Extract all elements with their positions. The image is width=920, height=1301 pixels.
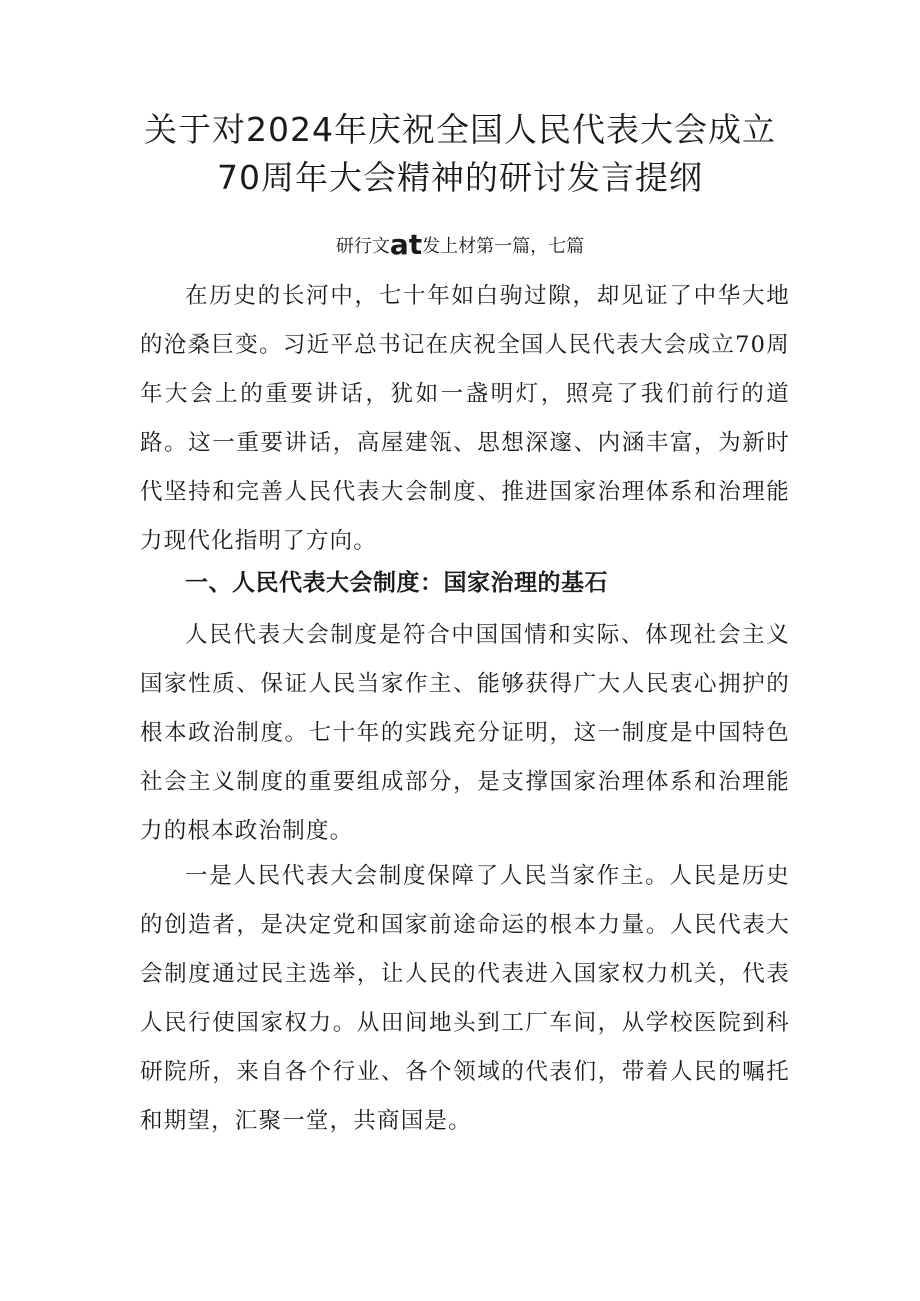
document-title-line-2: 70周年大会精神的研讨发言提纲 [217, 158, 703, 197]
subtitle-prefix: 研行文 [335, 236, 390, 257]
paragraph-section-body: 人民代表大会制度是符合中国国情和实际、体现社会主义国家性质、保证人民当家作主、能够获得广大人民衷心拥护的根本政治制度。七十年的实践充分证明，这一制度是中国特色社会主义制度的重要组成部分，是支撑国家治理体系和治理能力的根本政治制度。 [140, 622, 790, 844]
section-heading: 一、人民代表大会制度：国家治理的基石 [185, 570, 608, 596]
subtitle-latin-text: at [389, 228, 423, 261]
subtitle-suffix: 发上材第一篇，七篇 [422, 236, 585, 257]
paragraph-intro: 在历史的长河中，七十年如白驹过隙，却见证了中华大地的沧桑巨变。习近平总书记在庆祝全国人民代表大会成立70周年大会上的重要讲话，犹如一盏明灯，照亮了我们前行的道路。这一重要讲话，高屋建瓴、思想深邃、内涵丰富，为新时代坚持和完善人民代表大会制度、推进国家治理体系和治理能力现代化指明了方向。 [140, 283, 790, 554]
document-title-line-1: 关于对2024年庆祝全国人民代表大会成立 [144, 110, 776, 149]
document-subtitle [0, 230, 920, 262]
paragraph-point-one: 一是人民代表大会制度保障了人民当家作主。人民是历史的创造者，是决定党和国家前途命运的根本力量。人民代表大会制度通过民主选举，让人民的代表进入国家权力机关，代表人民行使国家权力。从田间地头到工厂车间，从学校医院到科研院所，来自各个行业、各个领域的代表们，带着人民的嘱托和期望，汇聚一堂，共商国是。 [140, 863, 790, 1134]
